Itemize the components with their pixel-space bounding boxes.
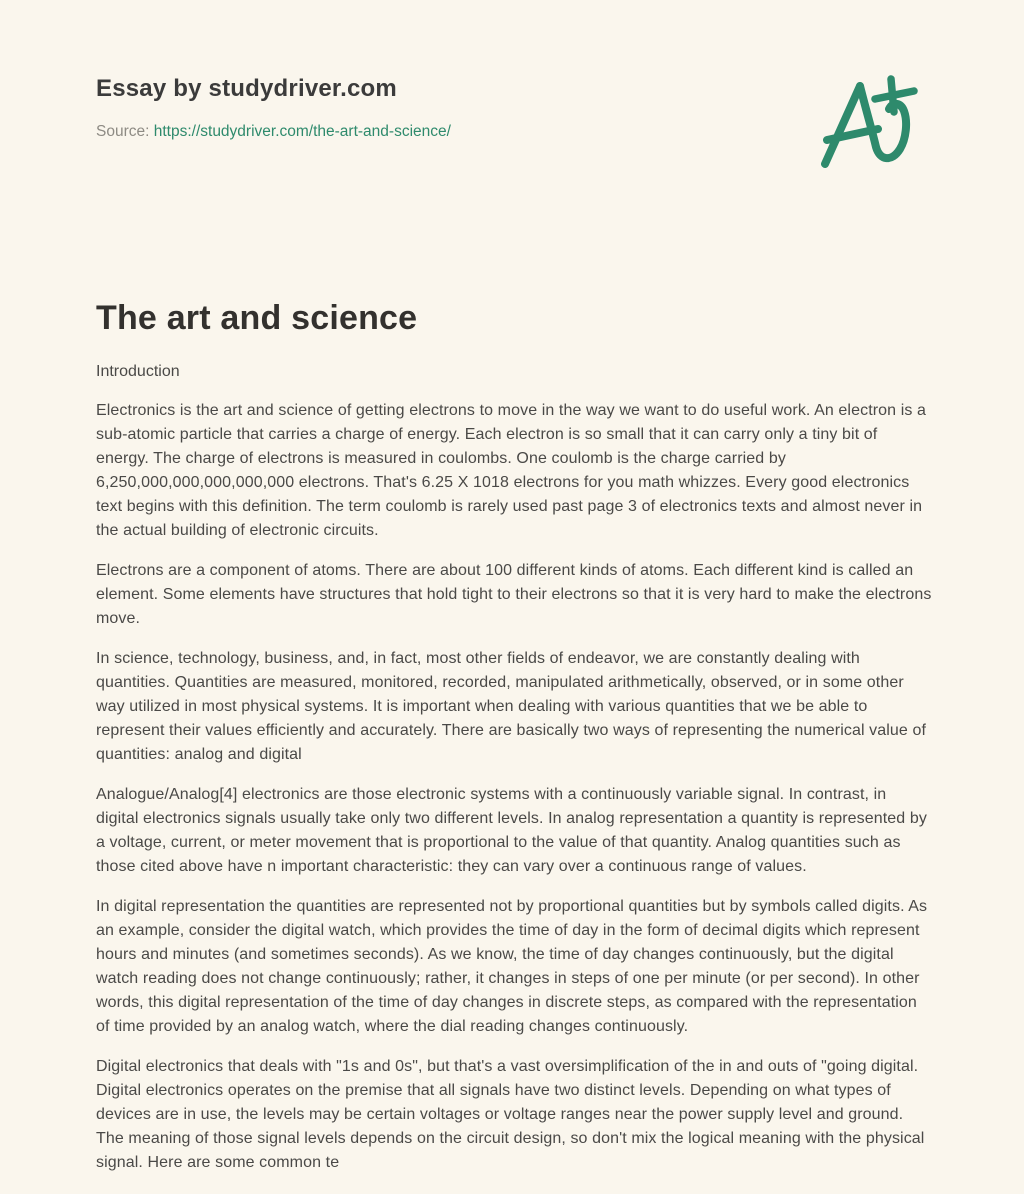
source-line bbox=[96, 122, 451, 142]
page-header bbox=[96, 62, 930, 186]
essay-paragraph-3: In science, technology, business, and, in fact, most other fields of endeavor, we are constantly dealing with quantities. Quantities are measured, monitored, recorded, manipulated arithmetically, observed, or in some other way utilized in most physical systems. It is important when dealing with various quantities that we be able to represent their values efficiently and accurately. There are basically two ways of representing the numerical value of quantities: analog and digital bbox=[96, 650, 927, 763]
essay-paragraph-2: Electrons are a component of atoms. There are about 100 different kinds of atoms. Each different kind is called an element. Some elements have structures that hold tight to their electrons so that it is very hard to make the electrons move. bbox=[96, 562, 932, 627]
essay-title: The art and science bbox=[96, 299, 418, 337]
essay-paragraph-4: Analogue/Analog[4] electronics are those electronic systems with a continuously variable signal. In contrast, in digital electronics signals usually take only two different levels. In analog representation a quantity is represented by a voltage, current, or meter movement that is proportional to the value of that quantity. Analog quantities such as those cited above have n important characteristic: they can vary over a continuous range of values. bbox=[96, 786, 927, 875]
a-plus-logo-icon bbox=[810, 64, 930, 186]
doc-heading: Essay by studydriver.com bbox=[96, 75, 397, 102]
header-text-block bbox=[96, 62, 451, 142]
source-link[interactable]: https://studydriver.com/the-art-and-science/ bbox=[153, 123, 451, 140]
essay-paragraph-5: In digital representation the quantities are represented not by proportional quantities but by symbols called digits. As an example, consider the digital watch, which provides the time of day in the form of decimal digits which represent hours and minutes (and sometimes seconds). As we know, the time of day changes continuously, but the digital watch reading does not change continuously; rather, it changes in steps of one per minute (or per second). In other words, this digital representation of the time of day changes in discrete steps, as compared with the representation of time provided by an analog watch, where the dial reading changes continuously. bbox=[96, 898, 928, 1035]
section-heading-introduction: Introduction bbox=[96, 363, 180, 380]
essay-paragraph-6: Digital electronics that deals with "1s and 0s", but that's a vast oversimplification of the in and outs of "going digital. Digital electronics operates on the premise that all signals have two distinct levels. Depending on what types of devices are in use, the levels may be certain voltages or voltage ranges near the power supply level and ground. The meaning of those signal levels depends on the circuit design, so don't mix the logical meaning with the physical signal. Here are some common te bbox=[96, 1058, 925, 1171]
essay-paragraph-1: Electronics is the art and science of getting electrons to move in the way we want to do useful work. An electron is a sub-atomic particle that carries a charge of energy. Each electron is so small that it can carry only a tiny bit of energy. The charge of electrons is measured in coulombs. One coulomb is the charge carried by 6,250,000,000,000,000,000 electrons. That's 6.25 X 1018 electrons for you math whizzes. Every good electronics text begins with this definition. The term coulomb is rarely used past page 3 of electronics texts and almost never in the actual building of electronic circuits. bbox=[96, 402, 927, 539]
essay-body bbox=[96, 298, 932, 1175]
source-label: Source: bbox=[96, 123, 150, 140]
